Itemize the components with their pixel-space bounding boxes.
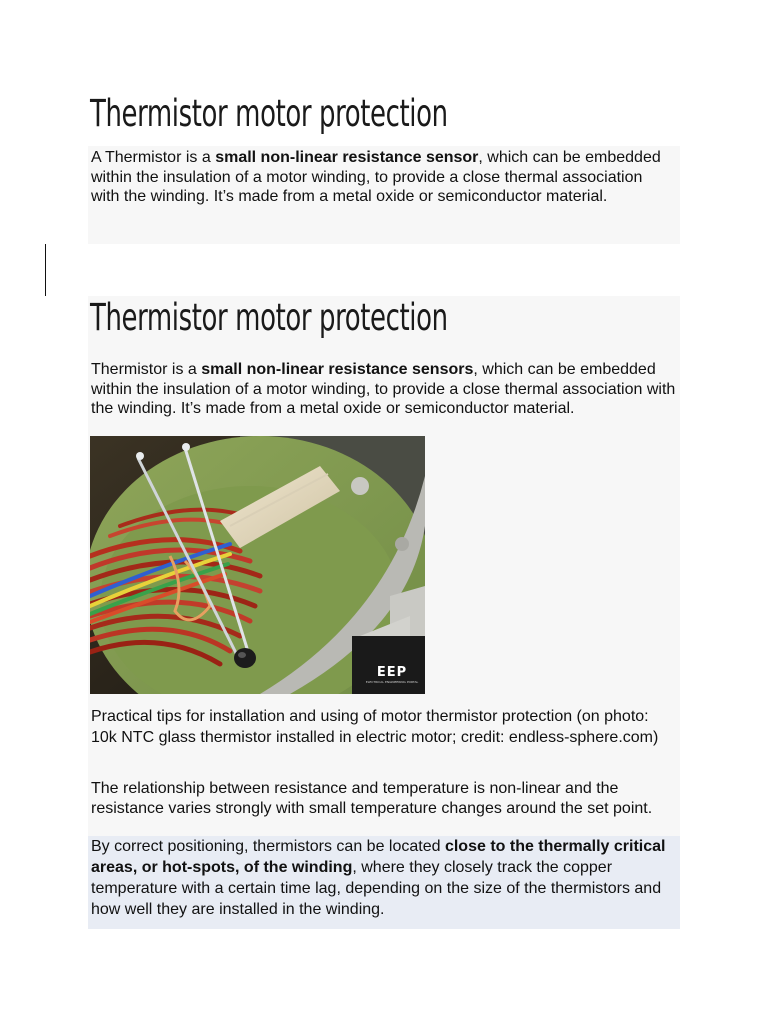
thermistor-photo-illustration: [90, 436, 425, 694]
section-1-text-bold: small non-linear resistance sensor: [215, 149, 479, 166]
section-1-paragraph: [91, 148, 671, 207]
section-1-text-b: , which can be embedded within the insulation of a motor winding, to provide a close thermal association with the winding. It’s made from a metal oxide or semiconductor material.: [91, 149, 661, 205]
section-2-text-a: Thermistor is a: [91, 361, 202, 378]
text-cursor: [45, 244, 46, 296]
section-2-heading: Thermistor motor protection: [90, 296, 448, 339]
section-2-p3-text-a: By correct positioning, thermistors can be located: [91, 838, 445, 855]
section-2-text-b: , which can be embedded within the insulation of a motor winding, to provide a close thermal association with the winding. It’s made from a metal oxide or semiconductor material.: [91, 361, 676, 417]
section-2-paragraph-2: The relationship between resistance and temperature is non-linear and the resistance varies strongly with small temperature changes around the set point.: [91, 780, 653, 817]
eep-logo: [362, 666, 422, 685]
section-1-heading: Thermistor motor protection: [90, 92, 448, 135]
section-2-paragraph: [91, 360, 676, 419]
eep-logo-subtext: ELECTRICAL ENGINEERING PORTAL: [365, 680, 419, 684]
section-2-text-bold: small non-linear resistance sensors: [201, 361, 474, 378]
photo-caption: Practical tips for installation and using of motor thermistor protection (on photo: 10k NTC glass thermistor installed in electric motor; credit: endless-sphere.com): [91, 708, 659, 746]
eep-logo-text: EEP: [376, 665, 408, 680]
section-1-text-a: A Thermistor is a: [91, 149, 216, 166]
section-2-paragraph-3: [91, 836, 676, 920]
thermistor-photo: [90, 436, 425, 694]
section-2-p3-text-bold: close to the thermally critical areas, or hot-spots, of the winding: [91, 838, 666, 876]
section-2-p3-text-b: , where they closely track the copper temperature with a certain time lag, depending on the size of the thermistors and how well they are installed in the winding.: [91, 859, 662, 918]
